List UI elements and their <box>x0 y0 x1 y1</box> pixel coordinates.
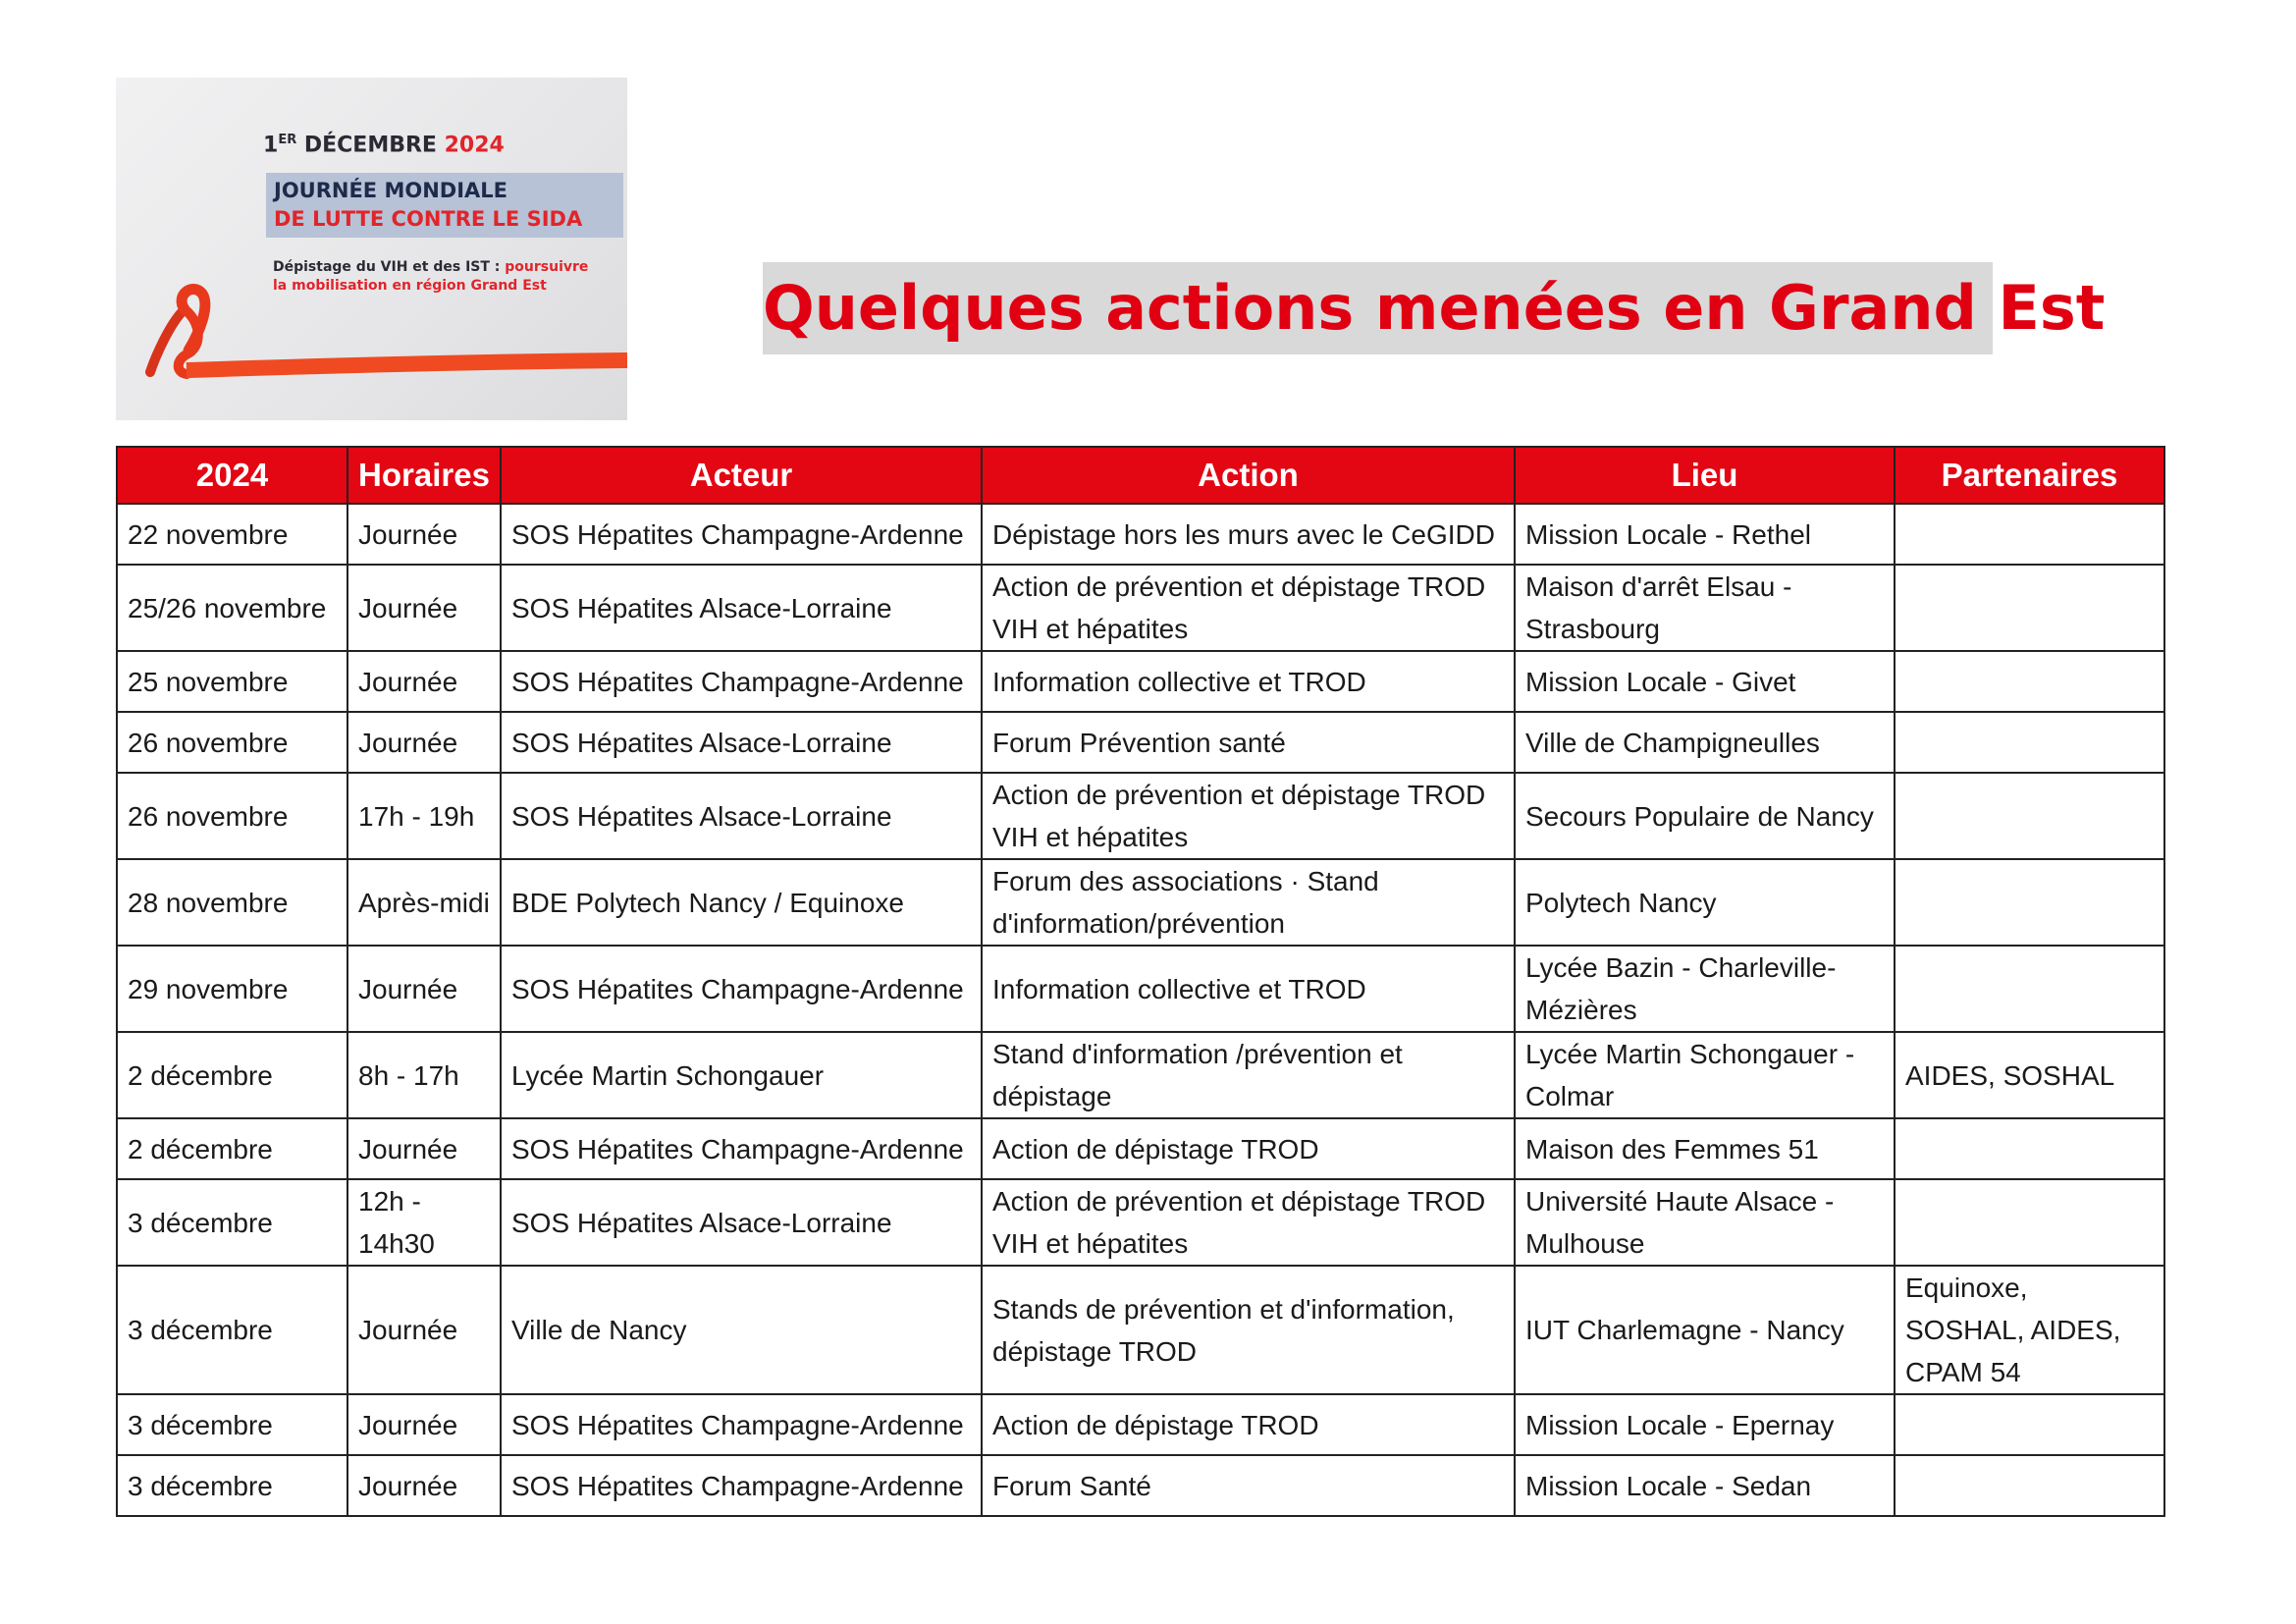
table-row <box>117 1179 2164 1266</box>
banner-headline-line1: JOURNÉE MONDIALE <box>274 179 508 202</box>
cell-horaires: Après-midi <box>347 859 501 946</box>
cell-horaires: Journée <box>347 712 501 773</box>
cell-horaires: Journée <box>347 565 501 651</box>
table-row <box>117 1266 2164 1394</box>
cell-partenaires <box>1895 1118 2164 1179</box>
cell-horaires: Journée <box>347 1266 501 1394</box>
table-row <box>117 1118 2164 1179</box>
cell-date: 2 décembre <box>117 1118 347 1179</box>
cell-lieu: Université Haute Alsace - Mulhouse <box>1515 1179 1895 1266</box>
cell-horaires: 12h - 14h30 <box>347 1179 501 1266</box>
cell-horaires: Journée <box>347 651 501 712</box>
column-header-action: Action <box>982 447 1515 504</box>
table-body <box>117 504 2164 1516</box>
table-row <box>117 773 2164 859</box>
table-row <box>117 1394 2164 1455</box>
cell-date: 26 novembre <box>117 712 347 773</box>
column-header-acteur: Acteur <box>501 447 982 504</box>
cell-horaires: Journée <box>347 946 501 1032</box>
cell-action: Forum des associations · Stand d'information/prévention <box>982 859 1515 946</box>
cell-acteur: SOS Hépatites Champagne-Ardenne <box>501 504 982 565</box>
cell-date: 2 décembre <box>117 1032 347 1118</box>
cell-lieu: IUT Charlemagne - Nancy <box>1515 1266 1895 1394</box>
banner-headline-box <box>266 173 623 238</box>
column-header-partenaires: Partenaires <box>1895 447 2164 504</box>
campaign-banner <box>116 78 627 420</box>
cell-horaires: 8h - 17h <box>347 1032 501 1118</box>
cell-action: Action de prévention et dépistage TROD VIH et hépatites <box>982 1179 1515 1266</box>
cell-lieu: Mission Locale - Epernay <box>1515 1394 1895 1455</box>
column-header-date: 2024 <box>117 447 347 504</box>
cell-date: 26 novembre <box>117 773 347 859</box>
cell-acteur: SOS Hépatites Alsace-Lorraine <box>501 712 982 773</box>
cell-date: 25/26 novembre <box>117 565 347 651</box>
cell-action: Stand d'information /prévention et dépistage <box>982 1032 1515 1118</box>
cell-lieu: Lycée Bazin - Charleville-Mézières <box>1515 946 1895 1032</box>
column-header-lieu: Lieu <box>1515 447 1895 504</box>
cell-acteur: SOS Hépatites Alsace-Lorraine <box>501 773 982 859</box>
table-row <box>117 565 2164 651</box>
table-row <box>117 946 2164 1032</box>
cell-partenaires <box>1895 1455 2164 1516</box>
table-row <box>117 1455 2164 1516</box>
cell-date: 3 décembre <box>117 1179 347 1266</box>
cell-acteur: SOS Hépatites Champagne-Ardenne <box>501 651 982 712</box>
column-header-horaires: Horaires <box>347 447 501 504</box>
cell-date: 22 novembre <box>117 504 347 565</box>
cell-partenaires <box>1895 946 2164 1032</box>
cell-lieu: Mission Locale - Givet <box>1515 651 1895 712</box>
cell-partenaires <box>1895 859 2164 946</box>
cell-date: 3 décembre <box>117 1266 347 1394</box>
actions-table <box>116 446 2165 1517</box>
cell-horaires: Journée <box>347 504 501 565</box>
cell-acteur: SOS Hépatites Champagne-Ardenne <box>501 1455 982 1516</box>
cell-acteur: SOS Hépatites Alsace-Lorraine <box>501 1179 982 1266</box>
cell-date: 3 décembre <box>117 1455 347 1516</box>
cell-action: Forum Santé <box>982 1455 1515 1516</box>
cell-lieu: Maison d'arrêt Elsau - Strasbourg <box>1515 565 1895 651</box>
cell-lieu: Mission Locale - Rethel <box>1515 504 1895 565</box>
cell-horaires: 17h - 19h <box>347 773 501 859</box>
cell-acteur: SOS Hépatites Champagne-Ardenne <box>501 946 982 1032</box>
cell-acteur: BDE Polytech Nancy / Equinoxe <box>501 859 982 946</box>
cell-partenaires <box>1895 1394 2164 1455</box>
cell-acteur: Lycée Martin Schongauer <box>501 1032 982 1118</box>
table-row <box>117 859 2164 946</box>
cell-acteur: SOS Hépatites Champagne-Ardenne <box>501 1118 982 1179</box>
cell-acteur: SOS Hépatites Champagne-Ardenne <box>501 1394 982 1455</box>
cell-horaires: Journée <box>347 1394 501 1455</box>
cell-action: Action de dépistage TROD <box>982 1394 1515 1455</box>
cell-lieu: Maison des Femmes 51 <box>1515 1118 1895 1179</box>
table-row <box>117 504 2164 565</box>
cell-date: 28 novembre <box>117 859 347 946</box>
cell-action: Action de prévention et dépistage TROD VIH et hépatites <box>982 773 1515 859</box>
cell-acteur: Ville de Nancy <box>501 1266 982 1394</box>
cell-horaires: Journée <box>347 1118 501 1179</box>
cell-date: 29 novembre <box>117 946 347 1032</box>
banner-subtitle: Dépistage du VIH et des IST : poursuivre la mobilisation en région Grand Est <box>273 259 589 294</box>
cell-lieu: Polytech Nancy <box>1515 859 1895 946</box>
cell-action: Stands de prévention et d'information, dépistage TROD <box>982 1266 1515 1394</box>
cell-lieu: Mission Locale - Sedan <box>1515 1455 1895 1516</box>
table-row <box>117 651 2164 712</box>
cell-partenaires: AIDES, SOSHAL <box>1895 1032 2164 1118</box>
cell-lieu: Ville de Champigneulles <box>1515 712 1895 773</box>
cell-partenaires: Equinoxe, SOSHAL, AIDES, CPAM 54 <box>1895 1266 2164 1394</box>
page-title: Quelques actions menées en Grand Est <box>763 262 1993 354</box>
cell-action: Information collective et TROD <box>982 946 1515 1032</box>
cell-action: Dépistage hors les murs avec le CeGIDD <box>982 504 1515 565</box>
cell-action: Forum Prévention santé <box>982 712 1515 773</box>
cell-partenaires <box>1895 651 2164 712</box>
cell-lieu: Lycée Martin Schongauer - Colmar <box>1515 1032 1895 1118</box>
banner-date: 1ER DÉCEMBRE 2024 <box>263 133 505 158</box>
cell-partenaires <box>1895 504 2164 565</box>
cell-action: Action de prévention et dépistage TROD VIH et hépatites <box>982 565 1515 651</box>
cell-partenaires <box>1895 712 2164 773</box>
cell-action: Action de dépistage TROD <box>982 1118 1515 1179</box>
red-ribbon-icon <box>116 78 627 420</box>
table-row <box>117 712 2164 773</box>
table-row <box>117 1032 2164 1118</box>
cell-action: Information collective et TROD <box>982 651 1515 712</box>
cell-partenaires <box>1895 773 2164 859</box>
cell-date: 25 novembre <box>117 651 347 712</box>
table-header-row <box>117 447 2164 504</box>
cell-lieu: Secours Populaire de Nancy <box>1515 773 1895 859</box>
cell-date: 3 décembre <box>117 1394 347 1455</box>
banner-headline-line2: DE LUTTE CONTRE LE SIDA <box>274 207 583 231</box>
cell-acteur: SOS Hépatites Alsace-Lorraine <box>501 565 982 651</box>
cell-partenaires <box>1895 1179 2164 1266</box>
cell-horaires: Journée <box>347 1455 501 1516</box>
cell-partenaires <box>1895 565 2164 651</box>
